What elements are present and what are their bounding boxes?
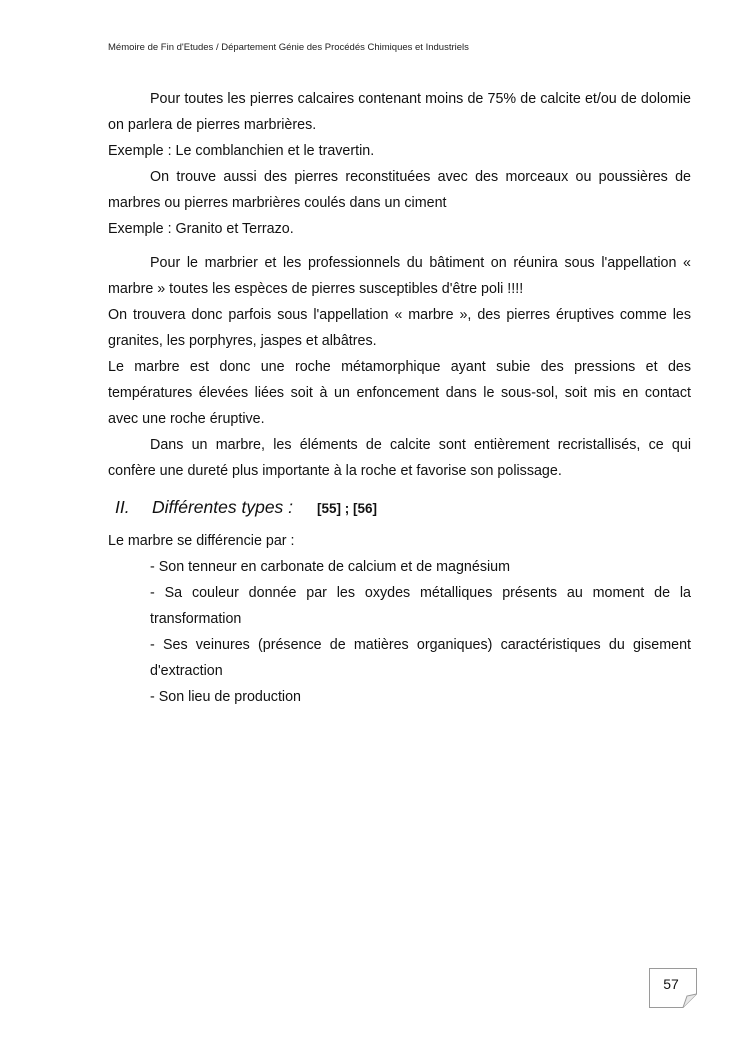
paragraph-exemple-1: Exemple : Le comblanchien et le travertin. [108,143,375,159]
section-heading [108,494,691,524]
page-number-box [649,968,697,1008]
paragraph-marbrier: Pour le marbrier et les professionnels du bâtiment on réunira sous l'appellation « marbre » toutes les espèces de pierres susceptibles d'être poli !!!! [108,255,691,297]
paragraph-reconstituees: On trouve aussi des pierres reconstituées avec des morceaux ou poussières de marbres ou pierres marbrières coulés dans un ciment [108,169,691,211]
page-header: Mémoire de Fin d'Etudes / Département Génie des Procédés Chimiques et Industriels [108,42,469,53]
section-references: [55] ; [56] [317,501,378,516]
list-intro: Le marbre se différencie par : [108,533,295,549]
paragraph-metamorphique: Le marbre est donc une roche métamorphique ayant subie des pressions et des températures élevées liées soit à un enfoncement dans le sous-sol, soit mis en contact avec une roche éruptive. [108,359,691,427]
paragraph-exemple-2: Exemple : Granito et Terrazo. [108,221,294,237]
list-item: - Ses veinures (présence de matières organiques) caractéristiques du gisement d'extraction [150,637,691,679]
paragraph-calcaires: Pour toutes les pierres calcaires contenant moins de 75% de calcite et/ou de dolomie on parlera de pierres marbrières. [108,91,691,133]
section-number: II. [115,497,130,517]
paragraph-calcite: Dans un marbre, les éléments de calcite sont entièrement recristallisés, ce qui confère une dureté plus importante à la roche et favorise son polissage. [108,437,691,479]
paragraph-appellation: On trouvera donc parfois sous l'appellation « marbre », des pierres éruptives comme les granites, les porphyres, jaspes et albâtres. [108,307,691,349]
list-item: - Sa couleur donnée par les oxydes métalliques présents au moment de la transformation [150,585,691,627]
page-number: 57 [663,976,679,992]
list-item: - Son lieu de production [150,689,302,705]
list-item: - Son tenneur en carbonate de calcium et de magnésium [150,559,511,575]
section-title: Différentes types : [152,497,294,517]
page-body [108,86,691,710]
